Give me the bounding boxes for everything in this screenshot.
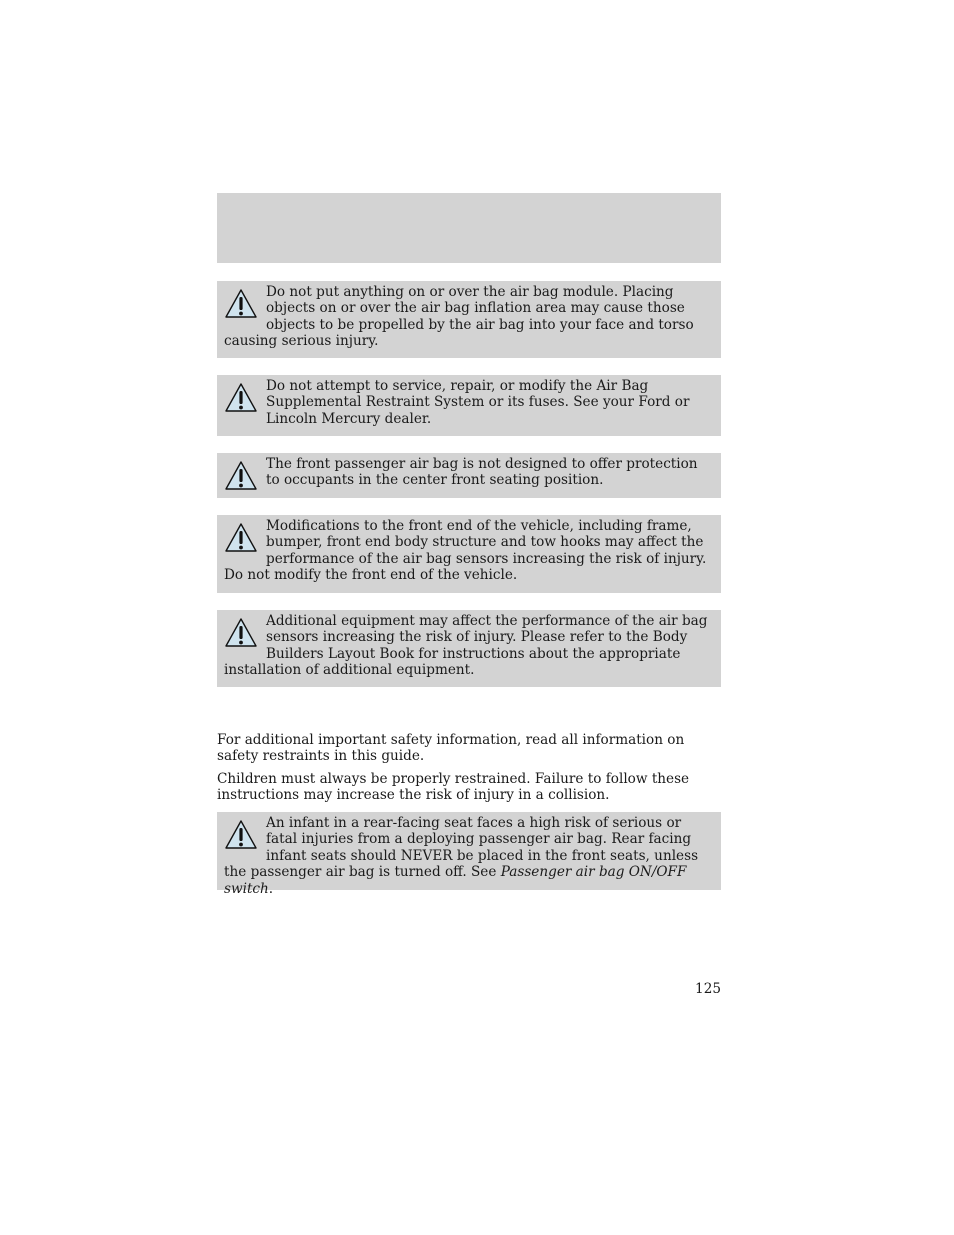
warning-text: Do not put anything on or over the air bag module. Placing objects on or over the air bag inflation area may cause those objects to be propelled by the air bag into your face and torso causing serious injury.	[224, 284, 694, 350]
warning-triangle-icon	[224, 616, 258, 650]
warning-text: Do not attempt to service, repair, or modify the Air Bag Supplemental Restraint System or its fuses. See your Ford or Lincoln Mercury dealer.	[266, 378, 690, 427]
warning-text: The front passenger air bag is not designed to offer protection to occupants in the center front seating position.	[266, 456, 698, 489]
infant-warning-end: .	[268, 880, 274, 897]
warning-text	[224, 815, 714, 897]
warning-box-front-end-modification	[217, 515, 721, 593]
warning-text: Modifications to the front end of the vehicle, including frame, bumper, front end body structure and tow hooks may affect the performance of the air bag sensors increasing the risk of injury. Do not modify the front end of the vehicle.	[224, 518, 707, 584]
warning-box-center-seating	[217, 453, 721, 498]
warning-triangle-icon	[224, 459, 258, 493]
infant-warning-text: An infant in a rear-facing seat faces a high risk of serious or fatal injuries from a deploying passenger air bag. Rear facing infant seats should NEVER be placed in the front seats, unless the passenger air bag is turned off. See	[224, 815, 699, 881]
warning-triangle-icon	[224, 818, 258, 852]
warning-triangle-icon	[224, 287, 258, 321]
warning-box-infant-seat	[217, 812, 721, 897]
cross-reference-link: Passenger air bag ON/OFF switch	[224, 864, 687, 897]
paragraph-children-restrained: Children must always be properly restrained. Failure to follow these instructions may increase the risk of injury in a collision.	[217, 771, 690, 804]
page-number: 125	[695, 981, 721, 997]
warning-box-airbag-module	[217, 281, 721, 358]
warning-triangle-icon	[224, 521, 258, 555]
paragraph-safety-info: For additional important safety information, read all information on safety restraints in this guide.	[217, 732, 685, 765]
warning-text: Additional equipment may affect the performance of the air bag sensors increasing the risk of injury. Please refer to the Body Builders Layout Book for instructions about the appropriate installation of additional equipment.	[224, 613, 708, 679]
warning-box-service	[217, 375, 721, 436]
warning-box-additional-equipment	[217, 610, 721, 687]
warning-triangle-icon	[224, 381, 258, 415]
section-header-band	[217, 193, 721, 263]
